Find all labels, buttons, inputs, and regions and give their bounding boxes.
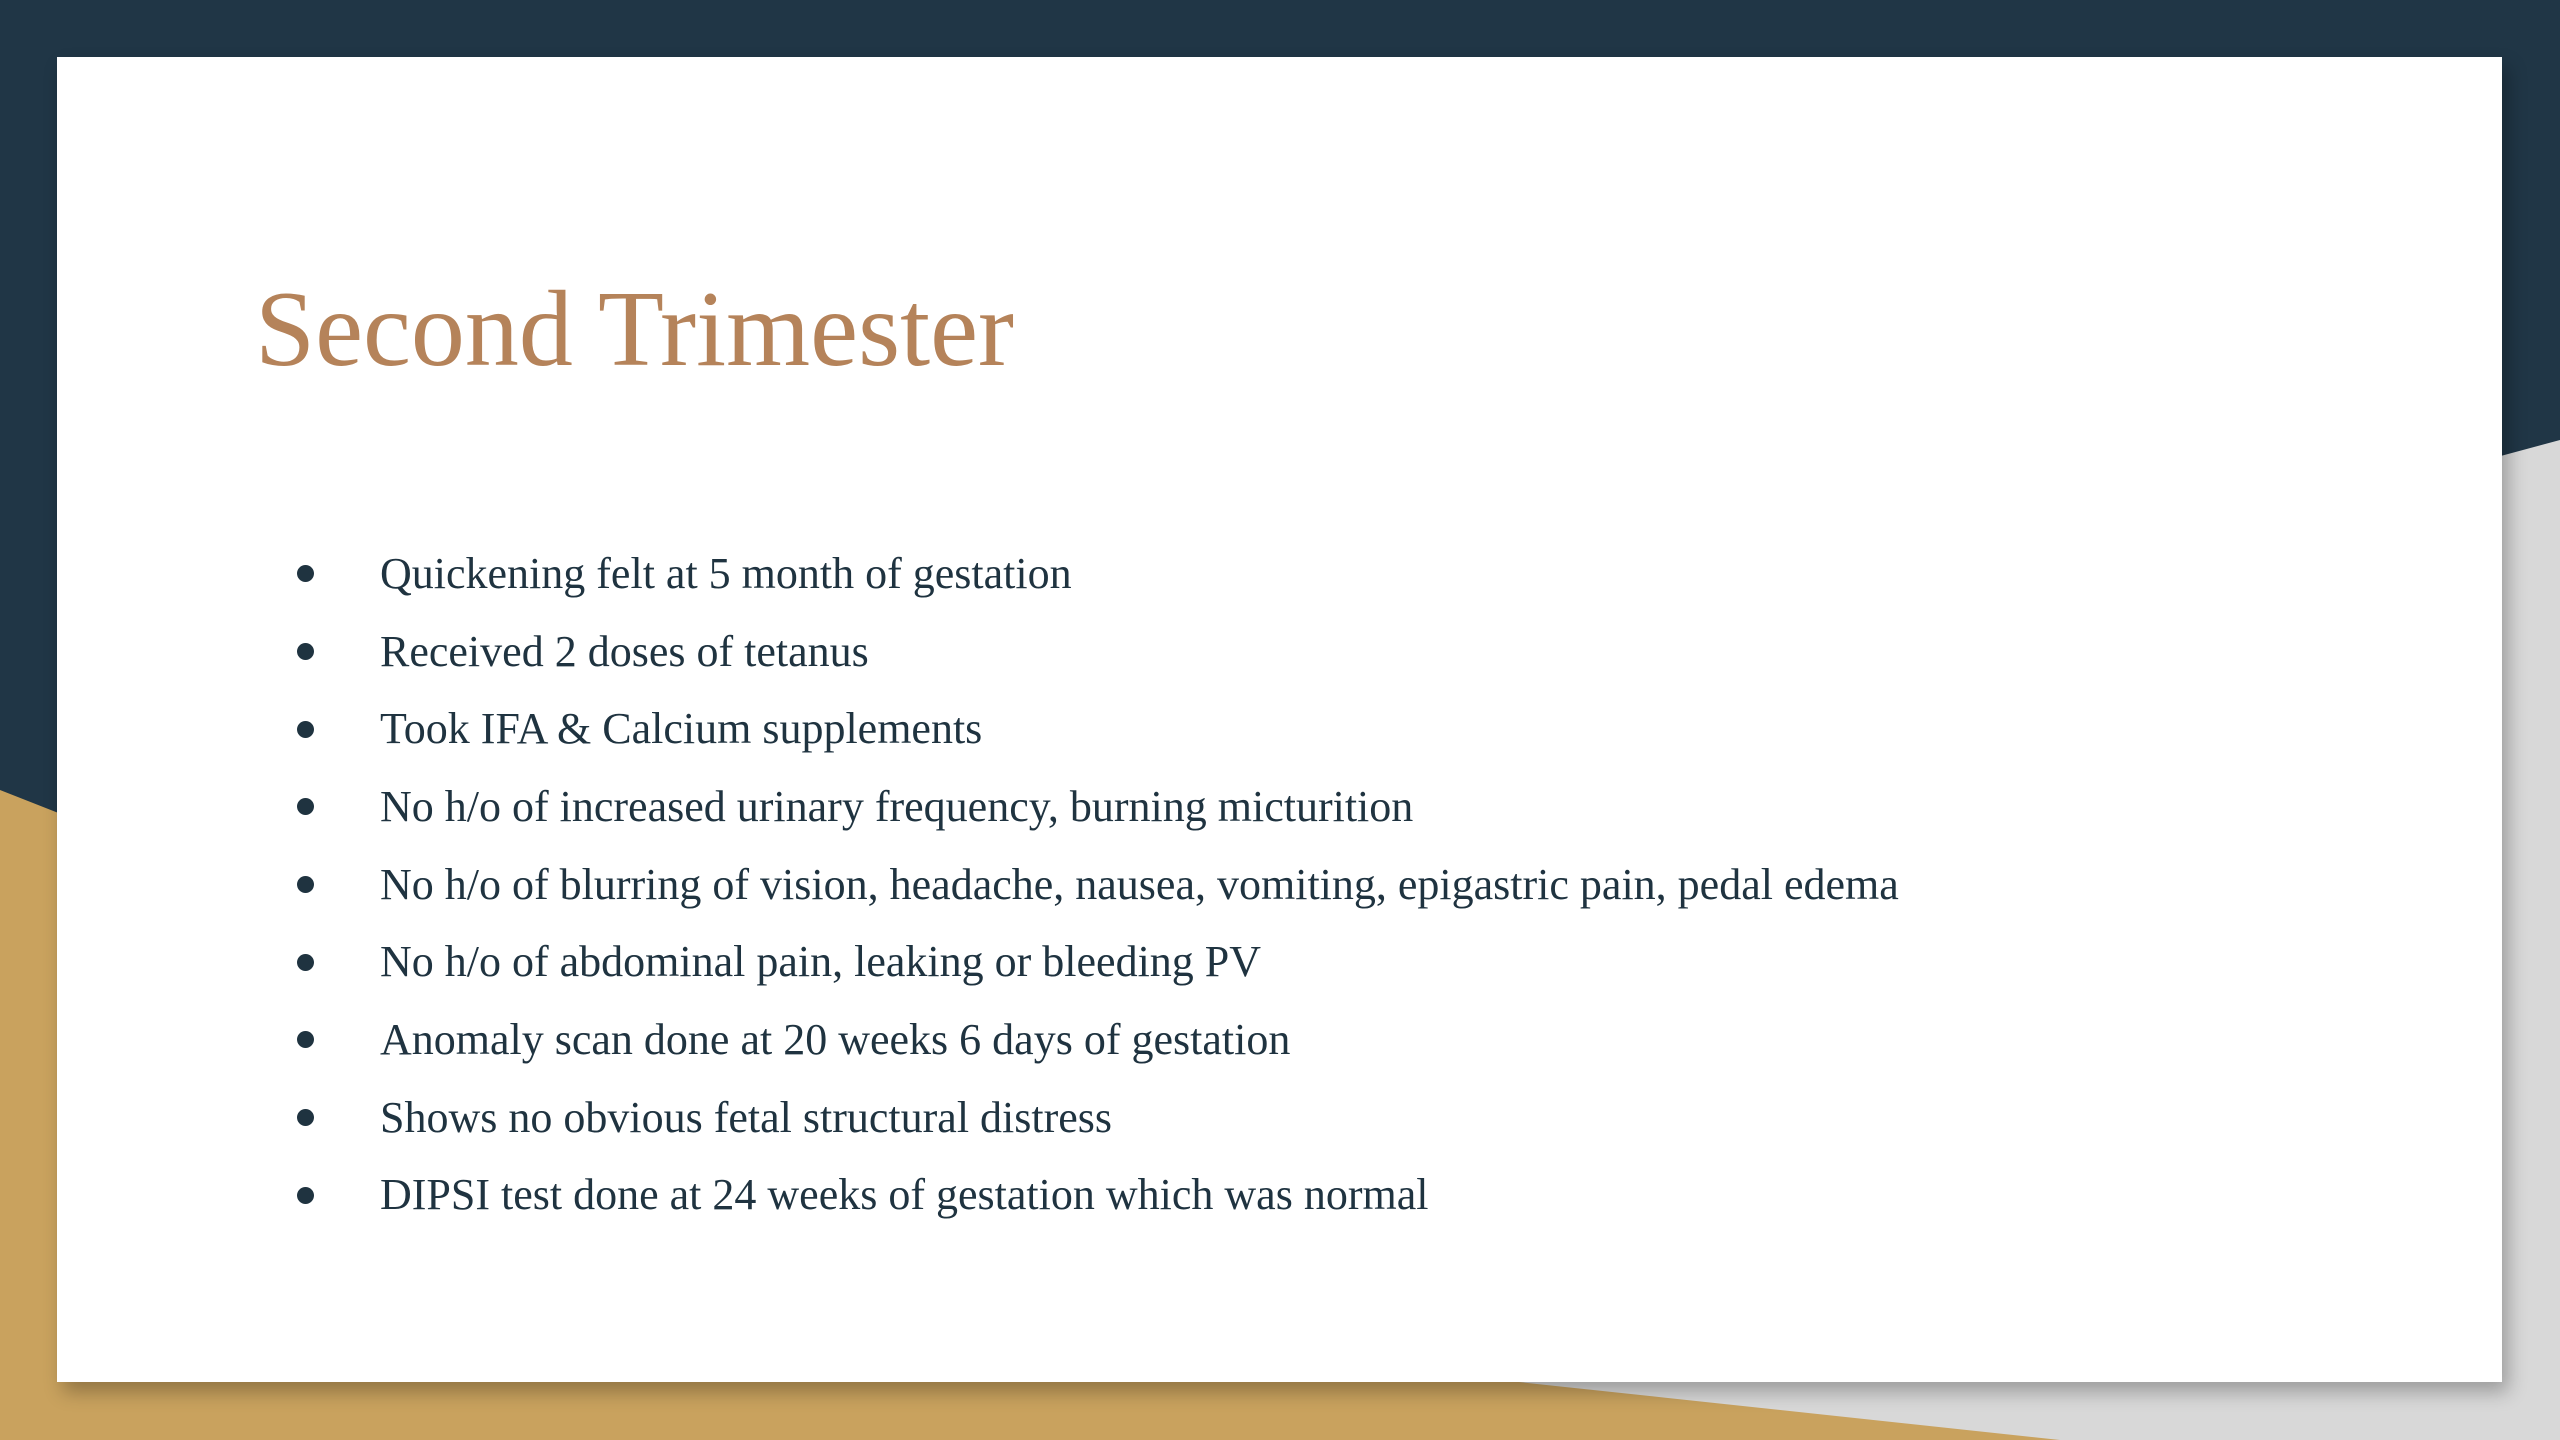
bullet-icon xyxy=(297,954,314,971)
bullet-list xyxy=(290,535,1899,1234)
bullet-text: Quickening felt at 5 month of gestation xyxy=(380,548,1072,598)
bullet-text: No h/o of blurring of vision, headache, nausea, vomiting, epigastric pain, pedal edema xyxy=(380,859,1899,909)
list-item xyxy=(290,923,1899,1001)
bullet-icon xyxy=(297,876,314,893)
bullet-icon xyxy=(297,565,314,582)
list-item xyxy=(290,846,1899,924)
list-item xyxy=(290,1157,1899,1235)
bullet-text: Received 2 doses of tetanus xyxy=(380,626,869,676)
bullet-text: No h/o of increased urinary frequency, burning micturition xyxy=(380,781,1414,831)
slide-title: Second Trimester xyxy=(255,270,1015,389)
bullet-text: No h/o of abdominal pain, leaking or bleeding PV xyxy=(380,937,1262,987)
list-item xyxy=(290,768,1899,846)
list-item xyxy=(290,613,1899,691)
list-item xyxy=(290,1001,1899,1079)
bullet-text: Shows no obvious fetal structural distress xyxy=(380,1092,1113,1142)
bullet-text: DIPSI test done at 24 weeks of gestation which was normal xyxy=(380,1170,1429,1220)
bullet-icon xyxy=(297,721,314,738)
bullet-text: Took IFA & Calcium supplements xyxy=(380,704,983,754)
bullet-icon xyxy=(297,798,314,815)
bullet-text: Anomaly scan done at 20 weeks 6 days of gestation xyxy=(380,1014,1291,1064)
list-item xyxy=(290,1079,1899,1157)
bullet-icon xyxy=(297,1109,314,1126)
list-item xyxy=(290,690,1899,768)
bullet-icon xyxy=(297,643,314,660)
bullet-icon xyxy=(297,1187,314,1204)
list-item xyxy=(290,535,1899,613)
bullet-icon xyxy=(297,1031,314,1048)
